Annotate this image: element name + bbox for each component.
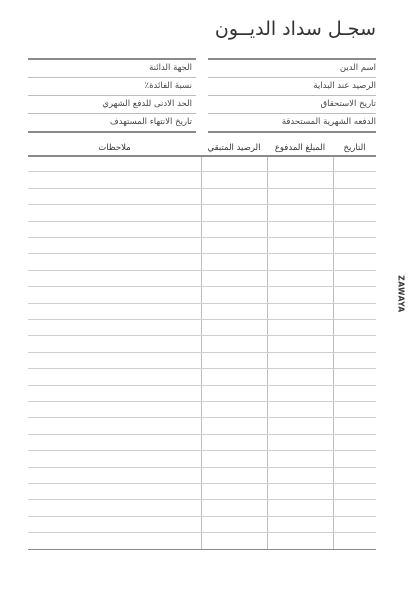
table-row-line bbox=[28, 335, 376, 336]
divider bbox=[208, 113, 376, 114]
table-row-line bbox=[28, 221, 376, 222]
table-row-line bbox=[28, 188, 376, 189]
column-header-notes: ملاحظات bbox=[98, 143, 131, 153]
divider bbox=[208, 131, 376, 133]
brand-wordmark: ZAWAYA bbox=[396, 275, 406, 313]
divider bbox=[28, 95, 196, 96]
divider bbox=[208, 95, 376, 96]
divider bbox=[28, 113, 196, 114]
divider bbox=[28, 131, 196, 133]
page-title: سجـل سداد الديــون bbox=[214, 18, 376, 40]
column-header-date: التاريخ bbox=[343, 143, 366, 153]
field-debt-name-label: اسم الدين bbox=[339, 63, 376, 73]
field-interest-rate-label: نسبة الفائدة٪ bbox=[144, 81, 192, 91]
payment-log-table bbox=[28, 140, 376, 550]
table-row-line bbox=[28, 319, 376, 320]
divider bbox=[208, 77, 376, 78]
brand-logo bbox=[395, 266, 407, 322]
table-row-line bbox=[28, 516, 376, 517]
table-row-line bbox=[28, 286, 376, 287]
field-creditor-label: الجهة الدائنة bbox=[149, 63, 192, 73]
field-monthly-payment-label: الدفعه الشهرية المستحدقة bbox=[281, 117, 376, 127]
divider bbox=[28, 77, 196, 78]
table-row-line bbox=[28, 368, 376, 369]
divider bbox=[208, 58, 376, 60]
table-row-line bbox=[28, 237, 376, 238]
table-row-line bbox=[28, 499, 376, 500]
table-row-line bbox=[28, 450, 376, 451]
divider bbox=[28, 58, 196, 60]
field-target-end-date-label: تاريخ الانتهاء المستهدف bbox=[109, 117, 192, 127]
table-row-line bbox=[28, 352, 376, 353]
table-row-line bbox=[28, 532, 376, 533]
field-due-date-label: تاريخ الاستحقاق bbox=[320, 99, 376, 109]
table-row-line bbox=[28, 155, 376, 157]
table-row-line bbox=[28, 467, 376, 468]
table-row-line bbox=[28, 204, 376, 205]
field-starting-balance-label: الرصيد عند البداية bbox=[313, 81, 376, 91]
table-row-line bbox=[28, 483, 376, 484]
column-header-remaining-balance: الرصيد المتبقي bbox=[207, 143, 261, 153]
table-row-line bbox=[28, 171, 376, 172]
column-header-amount-paid: المبلغ المدفوع bbox=[274, 143, 326, 153]
table-row-line bbox=[28, 253, 376, 254]
table-row-line bbox=[28, 303, 376, 304]
table-row-line bbox=[28, 270, 376, 271]
field-min-payment-label: الحد الادنى للدفع الشهري bbox=[102, 99, 192, 109]
table-row-line bbox=[28, 417, 376, 418]
debt-info-section bbox=[28, 58, 376, 132]
table-row-line bbox=[28, 549, 376, 551]
table-row-line bbox=[28, 401, 376, 402]
table-row-line bbox=[28, 385, 376, 386]
table-row-line bbox=[28, 434, 376, 435]
